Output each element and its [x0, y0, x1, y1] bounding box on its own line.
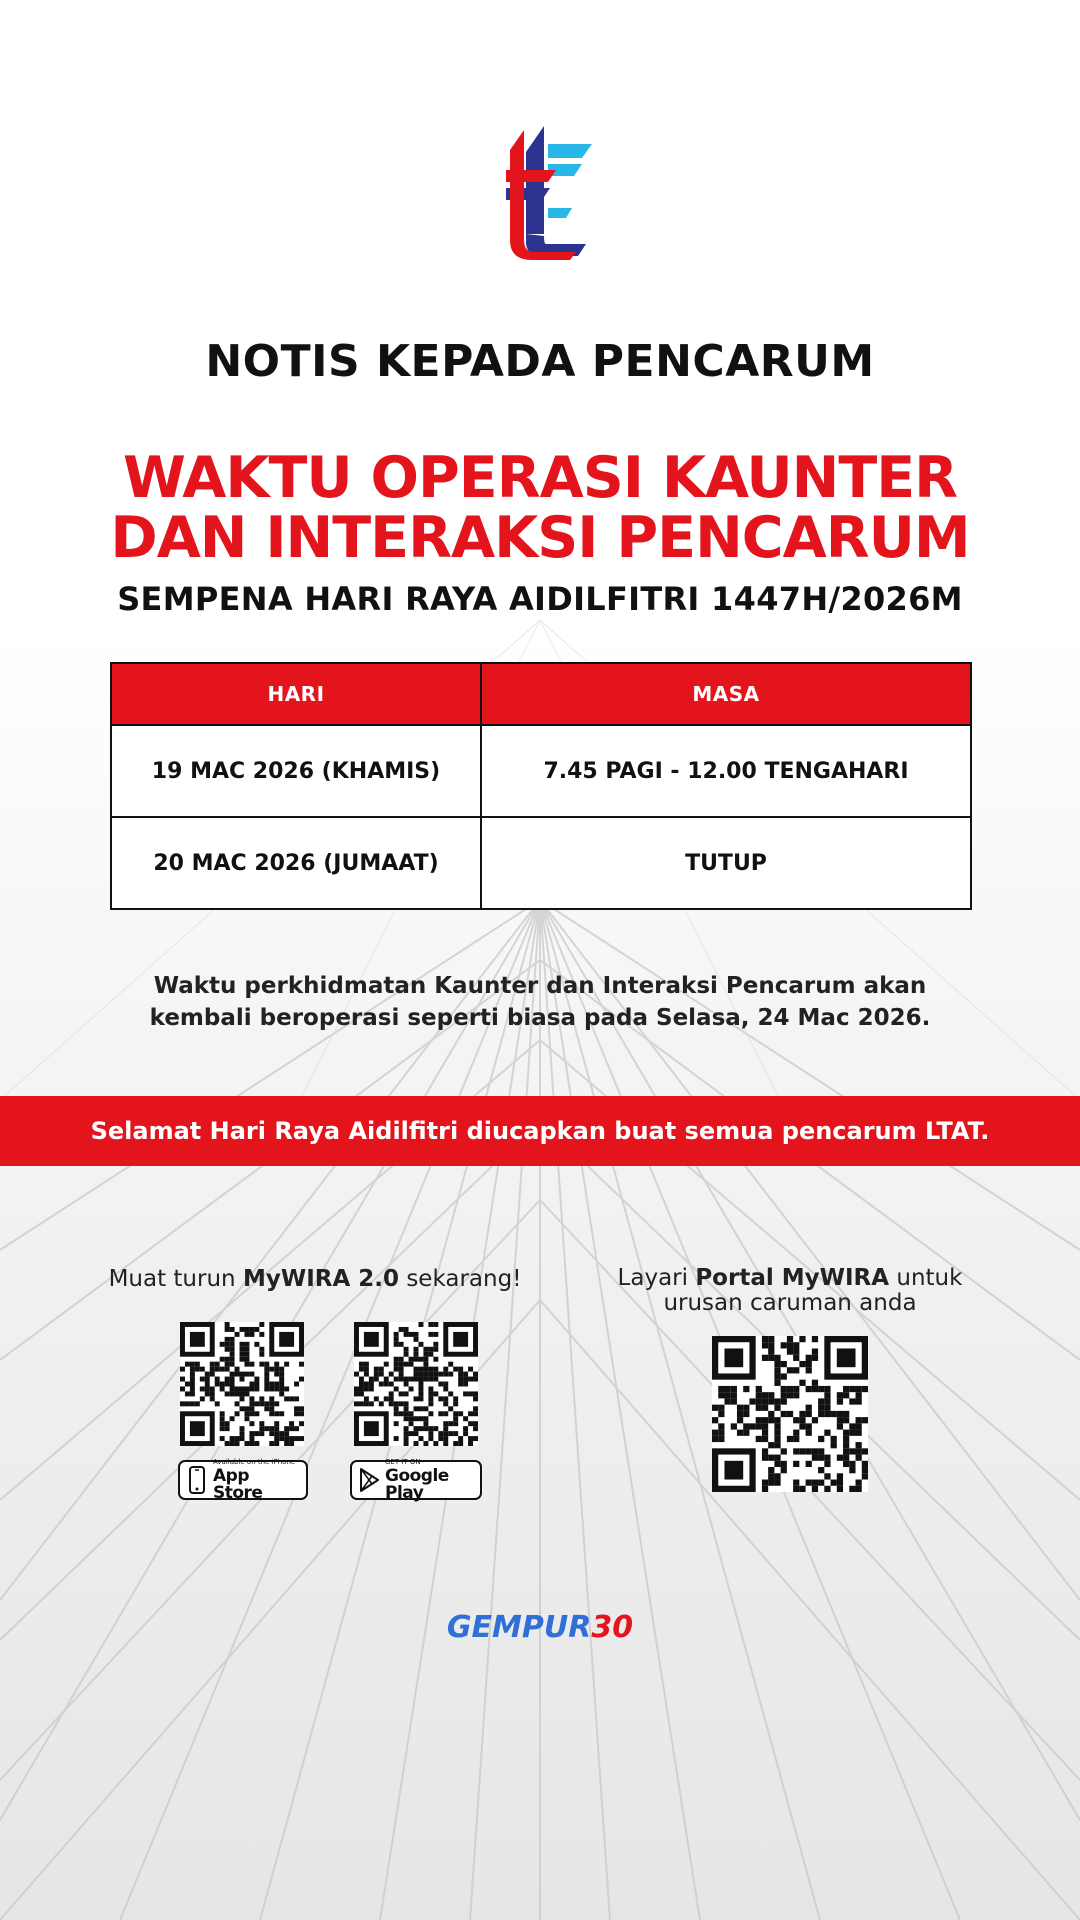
- header-day: HARI: [111, 663, 481, 725]
- ltat-logo: [486, 124, 592, 262]
- resume-note: [0, 970, 1080, 1034]
- app-download-heading: [95, 1266, 535, 1292]
- row-day: 20 MAC 2026 (JUMAAT): [111, 817, 481, 909]
- iphone-icon: [186, 1466, 208, 1494]
- portal-name: Portal MyWIRA: [695, 1265, 890, 1291]
- app-heading-suffix: sekarang!: [399, 1266, 522, 1292]
- appstore-badge-small: Available on the iPhone: [213, 1457, 296, 1466]
- appstore-badge-label: App Store: [213, 1465, 263, 1503]
- play-icon: [358, 1466, 380, 1494]
- table-row: [111, 817, 971, 909]
- notice-title: NOTIS KEPADA PENCARUM: [205, 336, 875, 387]
- googleplay-badge-label: Google Play: [385, 1465, 449, 1503]
- portal-heading-suffix: untuk: [889, 1265, 963, 1291]
- resume-note-line-2: kembali beroperasi seperti biasa pada Selasa, 24 Mac 2026.: [149, 1005, 931, 1031]
- portal-heading-prefix: Layari: [617, 1265, 696, 1291]
- portal-heading-line-2: urusan caruman anda: [663, 1290, 917, 1316]
- resume-note-line-1: Waktu perkhidmatan Kaunter dan Interaksi Pencarum akan: [153, 973, 927, 999]
- googleplay-badge-small: GET IT ON: [385, 1457, 421, 1466]
- row-time: 7.45 PAGI - 12.00 TENGAHARI: [481, 725, 971, 817]
- app-name: MyWIRA 2.0: [242, 1266, 400, 1292]
- portal-qr-code[interactable]: [712, 1336, 868, 1492]
- googleplay-qr-code[interactable]: [354, 1322, 478, 1446]
- headline-line-1: WAKTU OPERASI KAUNTER: [122, 445, 958, 511]
- gempur-logo-number: 30: [591, 1610, 634, 1645]
- appstore-badge[interactable]: [178, 1457, 308, 1503]
- headline-line-2: DAN INTERAKSI PENCARUM: [110, 505, 970, 571]
- row-time: TUTUP: [481, 817, 971, 909]
- gempur-logo-word: GEMPUR: [446, 1610, 592, 1645]
- header-time: MASA: [481, 663, 971, 725]
- app-heading-prefix: Muat turun: [108, 1266, 243, 1292]
- subheadline: SEMPENA HARI RAYA AIDILFITRI 1447H/2026M: [117, 580, 963, 618]
- googleplay-badge[interactable]: [350, 1457, 482, 1503]
- portal-heading: [590, 1266, 990, 1316]
- table-row: [111, 725, 971, 817]
- greeting-banner: [0, 1096, 1080, 1166]
- headline: [0, 445, 1080, 618]
- row-day: 19 MAC 2026 (KHAMIS): [111, 725, 481, 817]
- gempur30-logo: [0, 1610, 1080, 1645]
- schedule-table: [110, 662, 972, 910]
- table-header-row: [111, 663, 971, 725]
- greeting-text: Selamat Hari Raya Aidilfitri diucapkan buat semua pencarum LTAT.: [90, 1117, 990, 1145]
- appstore-qr-code[interactable]: [180, 1322, 304, 1446]
